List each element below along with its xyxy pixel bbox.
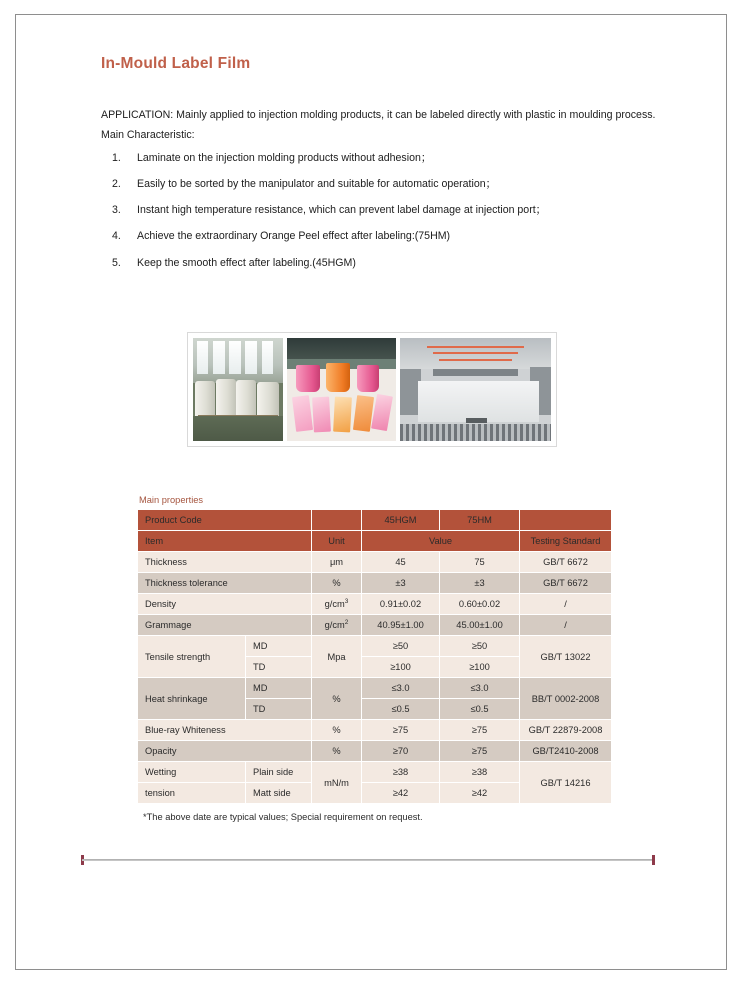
row-unit-thickness: μm [312,552,362,573]
row-sub-heat-td: TD [246,699,312,720]
row-unit-wetting-tension: mN/m [312,762,362,804]
row-v75-thickness-tolerance: ±3 [440,573,520,594]
document-content [101,55,661,822]
row-v75-thickness: 75 [440,552,520,573]
row-unit-grammage: $g/cm^2$ [312,615,362,636]
header-code-45hgm: 45HGM [362,510,440,531]
row-sub-tensile-md: MD [246,636,312,657]
row-v75-blue-ray-whiteness: ≥75 [440,720,520,741]
row-v45-opacity: ≥70 [362,741,440,762]
table-header-row-product-code [138,510,612,531]
row-v75-opacity: ≥75 [440,741,520,762]
rule-line [82,859,654,861]
page-title: In-Mould Label Film [101,55,251,72]
header-unit: Unit [312,531,362,552]
row-sub-heat-md: MD [246,678,312,699]
row-v75-tensile-md: ≥50 [440,636,520,657]
row-item-density: Density [138,594,312,615]
row-standard-heat-shrinkage: BB/T 0002-2008 [520,678,612,720]
table-row [138,720,612,741]
row-standard-wetting-tension: GB/T 14216 [520,762,612,804]
table-row [138,636,612,657]
header-item: Item [138,531,312,552]
row-standard-thickness-tolerance: GB/T 6672 [520,573,612,594]
table-row [138,615,612,636]
row-unit-heat-shrinkage: % [312,678,362,720]
row-standard-opacity: GB/T2410-2008 [520,741,612,762]
row-v45-heat-td: ≤0.5 [362,699,440,720]
row-v75-wetting-matt: ≥42 [440,783,520,804]
row-v45-heat-md: ≤3.0 [362,678,440,699]
row-standard-density: / [520,594,612,615]
row-item-opacity: Opacity [138,741,312,762]
header-value: Value [362,531,520,552]
row-v75-density: 0.60±0.02 [440,594,520,615]
table-footnote: *The above date are typical values; Special requirement on request. [143,812,423,822]
row-v45-tensile-md: ≥50 [362,636,440,657]
table-row [138,762,612,783]
row-standard-tensile-strength: GB/T 13022 [520,636,612,678]
header-code-75hm: 75HM [440,510,520,531]
main-properties-table-block [137,495,611,822]
row-item-wetting-tension-line2: tension [138,783,246,804]
row-v75-tensile-td: ≥100 [440,657,520,678]
header-blank-standard [520,510,612,531]
row-v45-grammage: 40.95±1.00 [362,615,440,636]
characteristics-list [101,152,661,271]
row-sub-wetting-matt: Matt side [246,783,312,804]
row-unit-blue-ray-whiteness: % [312,720,362,741]
row-sub-wetting-plain: Plain side [246,762,312,783]
row-item-thickness: Thickness [138,552,312,573]
row-item-blue-ray-whiteness: Blue-ray Whiteness [138,720,312,741]
row-item-tensile-strength: Tensile strength [138,636,246,678]
application-paragraph: APPLICATION: Mainly applied to injection molding products, it can be labeled directly with plastic in moulding process. [101,109,656,121]
table-header-row-item [138,531,612,552]
row-v45-tensile-td: ≥100 [362,657,440,678]
list-item: Instant high temperature resistance, which can prevent label damage at injection port； [137,204,547,217]
row-v75-heat-md: ≤3.0 [440,678,520,699]
row-v75-wetting-plain: ≥38 [440,762,520,783]
row-v45-wetting-plain: ≥38 [362,762,440,783]
row-item-wetting-tension-line1: Wetting [138,762,246,783]
row-item-thickness-tolerance: Thickness tolerance [138,573,312,594]
table-caption: Main properties [139,495,204,505]
row-v75-heat-td: ≤0.5 [440,699,520,720]
rule-right-cap [652,855,655,865]
main-characteristic-label: Main Characteristic: [101,129,195,142]
list-item: Laminate on the injection molding products without adhesion； [137,151,432,164]
header-blank-unit [312,510,362,531]
table-row [138,741,612,762]
table-row [138,678,612,699]
table-row [138,552,612,573]
row-v45-wetting-matt: ≥42 [362,783,440,804]
header-product-code: Product Code [138,510,312,531]
table-row [138,573,612,594]
list-item: Achieve the extraordinary Orange Peel effect after labeling:(75HM) [137,230,451,243]
row-v45-density: 0.91±0.02 [362,594,440,615]
product-photo-strip [187,332,557,447]
header-testing-standard: Testing Standard [520,531,612,552]
row-sub-tensile-td: TD [246,657,312,678]
row-item-heat-shrinkage: Heat shrinkage [138,678,246,720]
row-v45-thickness: 45 [362,552,440,573]
list-item: Easily to be sorted by the manipulator and suitable for automatic operation； [137,177,497,190]
row-standard-thickness: GB/T 6672 [520,552,612,573]
row-unit-tensile-strength: Mpa [312,636,362,678]
film-production-line-photo [400,338,551,441]
row-unit-density: $g/cm^3$ [312,594,362,615]
bottom-decorative-rule [78,855,658,865]
row-standard-blue-ray-whiteness: GB/T 22879-2008 [520,720,612,741]
row-v75-grammage: 45.00±1.00 [440,615,520,636]
printed-in-mould-labels-and-buckets-photo [287,338,395,441]
main-properties-table [137,509,612,804]
row-v45-blue-ray-whiteness: ≥75 [362,720,440,741]
row-v45-thickness-tolerance: ±3 [362,573,440,594]
row-item-grammage: Grammage [138,615,312,636]
list-item: Keep the smooth effect after labeling.(45HGM) [137,256,356,269]
row-unit-thickness-tolerance: % [312,573,362,594]
row-standard-grammage: / [520,615,612,636]
table-row [138,594,612,615]
film-rolls-warehouse-photo [193,338,283,441]
row-unit-opacity: % [312,741,362,762]
